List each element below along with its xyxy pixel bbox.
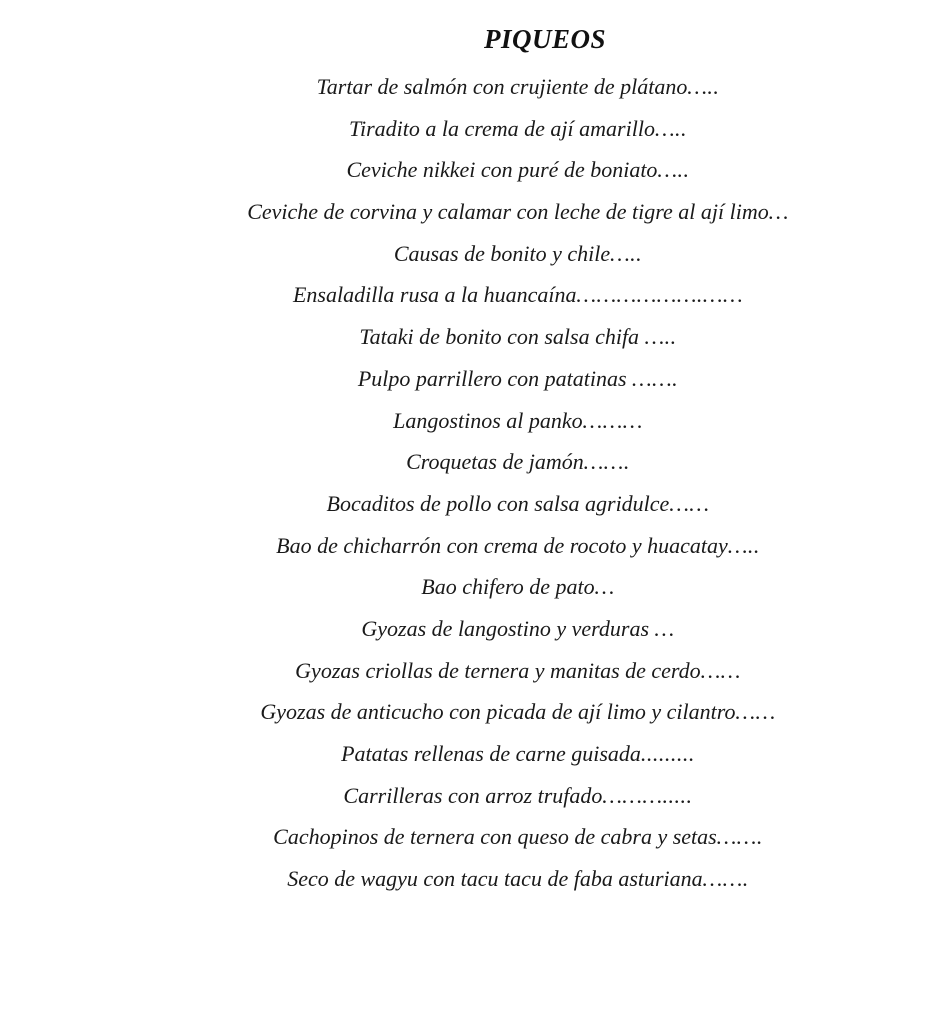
dot-leader: … xyxy=(654,615,675,641)
menu-item xyxy=(0,149,932,191)
menu-item xyxy=(0,233,932,275)
menu-item xyxy=(0,316,932,358)
dot-leader: ….. xyxy=(644,324,677,350)
menu-item xyxy=(0,274,932,316)
dot-leader: …… xyxy=(735,699,776,725)
dish-name: Tataki de bonito con salsa chifa xyxy=(359,324,645,350)
menu-item xyxy=(0,66,932,108)
dot-leader: ……. xyxy=(583,449,630,475)
dot-leader: … xyxy=(768,199,789,225)
dot-leader: …… xyxy=(700,657,741,683)
menu-item xyxy=(0,525,932,567)
dish-name: Bao chifero de pato xyxy=(421,574,595,600)
dish-name: Croquetas de jamón xyxy=(406,449,584,475)
dish-name: Gyozas criollas de ternera y manitas de cerdo xyxy=(295,657,701,683)
dish-name: Bao de chicharrón con crema de rocoto y huacatay xyxy=(276,532,728,558)
menu-item xyxy=(0,858,932,900)
dot-leader: ….. xyxy=(727,532,760,558)
dish-name: Causas de bonito y chile xyxy=(393,240,611,266)
dot-leader: ….. xyxy=(610,240,643,266)
dot-leader: ….. xyxy=(687,74,720,99)
menu-item xyxy=(0,733,932,775)
dish-name: Gyozas de langostino y verduras xyxy=(361,615,655,641)
dish-name: Bocaditos de pollo con salsa agridulce xyxy=(326,490,670,516)
dish-name: Tartar de salmón con crujiente de plátano xyxy=(316,74,688,99)
dish-name: Seco de wagyu con tacu tacu de faba asturiana xyxy=(287,866,703,892)
dish-name: Ceviche de corvina y calamar con leche de tigre al ají limo xyxy=(247,199,769,225)
dish-name: Patatas rellenas de carne guisada xyxy=(341,741,641,766)
dish-name: Ceviche nikkei con puré de boniato xyxy=(346,157,658,183)
dish-name: Cachopinos de ternera con queso de cabra y setas xyxy=(273,824,717,850)
menu-title: PIQUEOS xyxy=(483,24,607,54)
dot-leader: ……………….…… xyxy=(576,282,744,308)
menu-item xyxy=(0,358,932,400)
dot-leader: ……… xyxy=(582,407,643,433)
dish-name: Tiradito a la crema de ají amarillo xyxy=(348,115,655,141)
menu-list xyxy=(0,66,932,900)
menu-item xyxy=(0,191,932,233)
menu-item xyxy=(0,608,932,650)
menu-item xyxy=(0,691,932,733)
dot-leader: ………..... xyxy=(602,782,693,808)
menu-item xyxy=(0,108,932,150)
menu-item xyxy=(0,483,932,525)
menu-item xyxy=(0,441,932,483)
menu-item xyxy=(0,566,932,608)
dish-name: Pulpo parrillero con patatinas xyxy=(357,365,633,391)
menu-item xyxy=(0,775,932,817)
dot-leader: ……. xyxy=(716,824,763,850)
dot-leader: ……. xyxy=(632,365,679,391)
dish-name: Langostinos al panko xyxy=(393,407,583,433)
dot-leader: ….. xyxy=(654,115,688,141)
menu-item xyxy=(0,400,932,442)
dot-leader: ……. xyxy=(702,866,749,892)
menu-item xyxy=(0,650,932,692)
dot-leader: … xyxy=(594,574,615,600)
dish-name: Ensaladilla rusa a la huancaína xyxy=(292,282,577,308)
dot-leader: …… xyxy=(669,490,710,516)
dot-leader: ….. xyxy=(657,157,690,183)
dot-leader: ......... xyxy=(640,741,695,766)
menu-item xyxy=(0,816,932,858)
dish-name: Gyozas de anticucho con picada de ají limo y cilantro xyxy=(260,699,736,725)
dish-name: Carrilleras con arroz trufado xyxy=(343,782,603,808)
